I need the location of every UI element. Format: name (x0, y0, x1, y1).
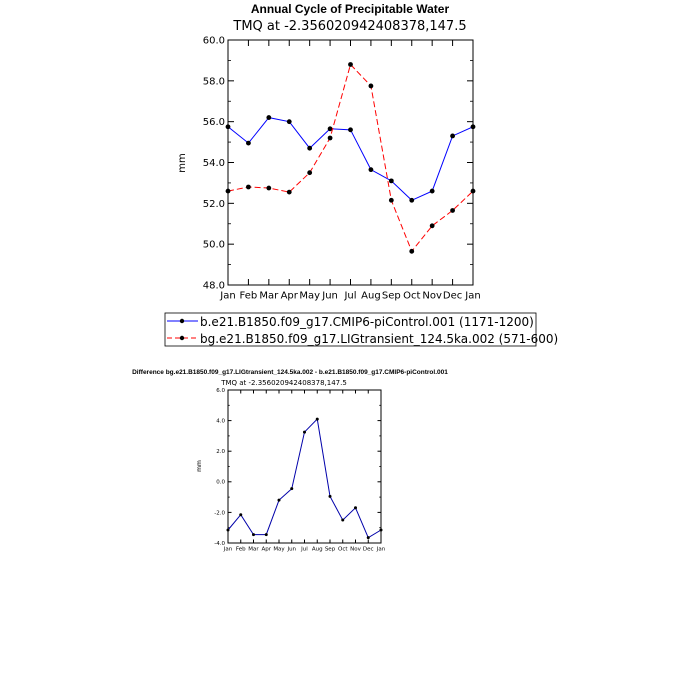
data-point (409, 249, 414, 254)
legend-label-0: b.e21.B1850.f09_g17.CMIP6-piControl.001 (1171-1200) (200, 315, 534, 329)
series-line-0 (228, 419, 381, 538)
legend-marker-0 (180, 319, 184, 323)
x-tick-label: Jun (287, 546, 297, 553)
x-tick-label: Jan (223, 546, 233, 553)
data-point (287, 190, 292, 195)
x-tick-label: Jun (322, 290, 338, 302)
data-point (278, 499, 281, 502)
data-point (369, 167, 374, 172)
chart-subtitle: TMQ at -2.356020942408378,147.5 (233, 19, 467, 34)
plot-border (228, 40, 473, 285)
plot-frame (228, 40, 473, 285)
x-tick-label: Mar (259, 290, 279, 302)
diff-y-axis-ticks (214, 388, 381, 547)
data-point (239, 513, 242, 516)
x-tick-label: Jan (465, 290, 481, 302)
data-point (307, 170, 312, 175)
y-tick-label: 6.0 (216, 387, 225, 394)
y-tick-label: 60.0 (202, 35, 225, 47)
data-point (316, 418, 319, 421)
y-axis-ticks (203, 36, 473, 292)
diff-plot-frame (228, 390, 381, 543)
data-point (328, 136, 333, 141)
data-point (348, 127, 353, 132)
y-tick-label: -4.0 (214, 540, 225, 547)
x-tick-label: Jul (301, 546, 308, 553)
y-tick-label: 58.0 (202, 76, 225, 88)
data-point (226, 124, 231, 129)
diff-chart-title: Difference bg.e21.B1850.f09_g17.LIGtransient_124.5ka.002 - b.e21.B1850.f09_g17.CMIP6-piControl.001 (132, 369, 448, 376)
x-axis-ticks (219, 40, 480, 302)
x-tick-label: Aug (311, 546, 323, 553)
data-point (389, 178, 394, 183)
y-tick-label: -2.0 (214, 510, 225, 517)
x-tick-label: Nov (422, 290, 442, 302)
data-point (369, 84, 374, 89)
series-line-1 (228, 65, 473, 252)
y-tick-label: 54.0 (202, 158, 225, 169)
data-point (430, 223, 435, 228)
data-point (380, 528, 383, 531)
x-tick-label: Apr (261, 546, 272, 553)
diff-chart-subtitle: TMQ at -2.356020942408378,147.5 (221, 379, 347, 387)
data-point (266, 115, 271, 120)
data-point (367, 536, 370, 539)
x-tick-label: Dec (442, 290, 463, 302)
data-point (303, 431, 306, 434)
x-tick-label: Aug (361, 290, 381, 302)
data-point (246, 185, 251, 190)
diff-y-axis-label: mm (196, 460, 203, 472)
legend-marker-1 (180, 336, 184, 340)
y-tick-label: 56.0 (202, 117, 225, 129)
y-tick-label: 48.0 (202, 280, 225, 292)
x-tick-label: Nov (350, 546, 361, 553)
data-point (329, 495, 332, 498)
data-point (307, 146, 312, 151)
x-tick-label: Jan (376, 546, 386, 553)
diff-series-group (227, 418, 383, 540)
data-point (430, 189, 435, 194)
y-tick-label: 2.0 (216, 449, 225, 456)
data-point (266, 186, 271, 191)
main-chart (165, 2, 558, 346)
data-point (348, 62, 353, 67)
data-point (354, 506, 357, 509)
data-point (252, 533, 255, 536)
data-point (450, 208, 455, 213)
difference-chart (132, 369, 448, 552)
y-tick-label: 50.0 (202, 239, 225, 251)
x-tick-label: Apr (280, 290, 298, 302)
x-tick-label: Feb (239, 290, 258, 302)
x-tick-label: Oct (337, 546, 348, 553)
x-tick-label: Jan (220, 290, 236, 302)
data-point (341, 519, 344, 522)
y-tick-label: 52.0 (202, 198, 225, 210)
x-tick-label: May (273, 546, 285, 553)
y-tick-label: 4.0 (216, 418, 225, 425)
data-point (246, 141, 251, 146)
x-tick-label: Mar (248, 546, 259, 553)
chart-title: Annual Cycle of Precipitable Water (250, 2, 450, 16)
x-tick-label: Oct (403, 290, 421, 302)
data-point (471, 189, 476, 194)
plot-border (228, 390, 381, 543)
data-point (290, 487, 293, 490)
data-point (409, 198, 414, 203)
x-tick-label: Sep (324, 546, 336, 553)
legend-label-1: bg.e21.B1850.f09_g17.LIGtransient_124.5ka.002 (571-600) (200, 332, 559, 346)
data-point (450, 134, 455, 139)
y-axis-label: mm (177, 153, 188, 173)
x-tick-label: Jul (344, 290, 357, 302)
x-tick-label: May (299, 290, 321, 302)
legend (165, 313, 558, 346)
x-tick-label: Dec (362, 546, 374, 553)
data-point (265, 533, 268, 536)
diff-x-axis-ticks (223, 390, 386, 552)
data-point (389, 198, 394, 203)
data-point (226, 189, 231, 194)
data-point (227, 528, 230, 531)
x-tick-label: Feb (235, 546, 246, 553)
series-group (226, 62, 476, 254)
data-point (287, 119, 292, 124)
y-tick-label: 0.0 (216, 479, 225, 486)
data-point (471, 124, 476, 129)
x-tick-label: Sep (381, 290, 401, 302)
